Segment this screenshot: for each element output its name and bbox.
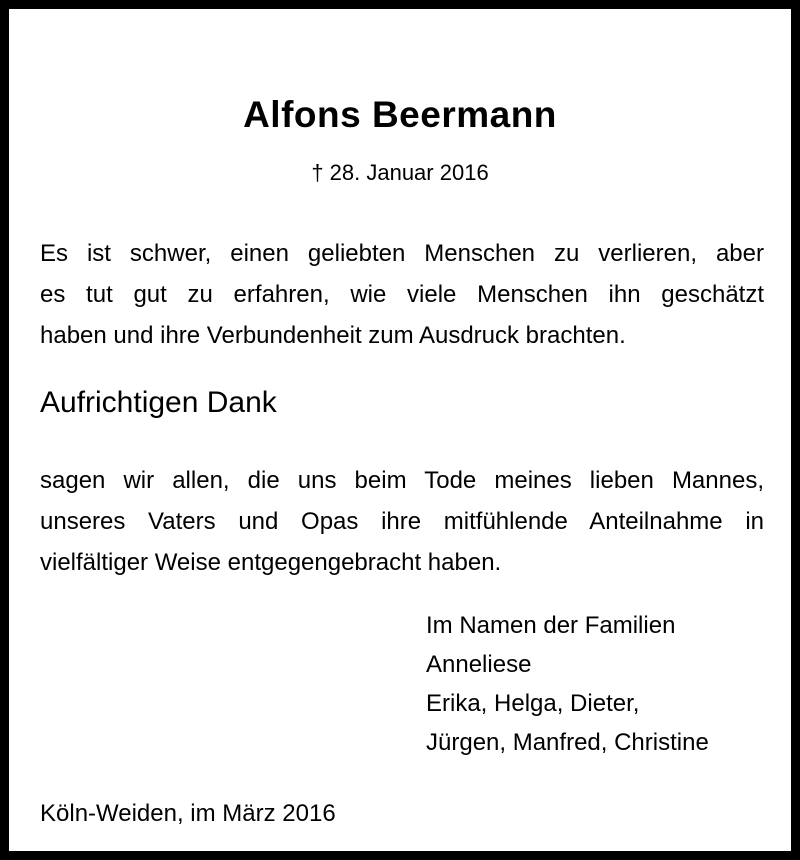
intro-line: haben und ihre Verbundenheit zum Ausdruck brachten. bbox=[40, 322, 626, 349]
thanks-line: unseres Vaters und Opas ihre mitfühlende Anteilnahme in bbox=[40, 508, 764, 535]
deceased-name: Alfons Beermann bbox=[243, 94, 557, 135]
intro-paragraph bbox=[40, 233, 764, 356]
signature-line: Erika, Helga, Dieter, bbox=[426, 690, 640, 717]
thanks-paragraph bbox=[40, 460, 764, 583]
thanks-line: vielfältiger Weise entgegengebracht haben. bbox=[40, 549, 502, 576]
intro-line: Es ist schwer, einen geliebten Menschen zu verlieren, aber bbox=[40, 240, 764, 267]
family-signature bbox=[426, 606, 709, 762]
signature-line: Im Namen der Familien bbox=[426, 612, 676, 639]
death-date: † 28. Januar 2016 bbox=[311, 160, 489, 185]
place-and-date: Köln-Weiden, im März 2016 bbox=[40, 800, 336, 827]
signature-line: Jürgen, Manfred, Christine bbox=[426, 729, 709, 756]
signature-line: Anneliese bbox=[426, 651, 532, 678]
intro-line: es tut gut zu erfahren, wie viele Menschen ihn geschätzt bbox=[40, 281, 764, 308]
thanks-heading: Aufrichtigen Dank bbox=[40, 386, 277, 419]
thanks-line: sagen wir allen, die uns beim Tode meines lieben Mannes, bbox=[40, 467, 764, 494]
